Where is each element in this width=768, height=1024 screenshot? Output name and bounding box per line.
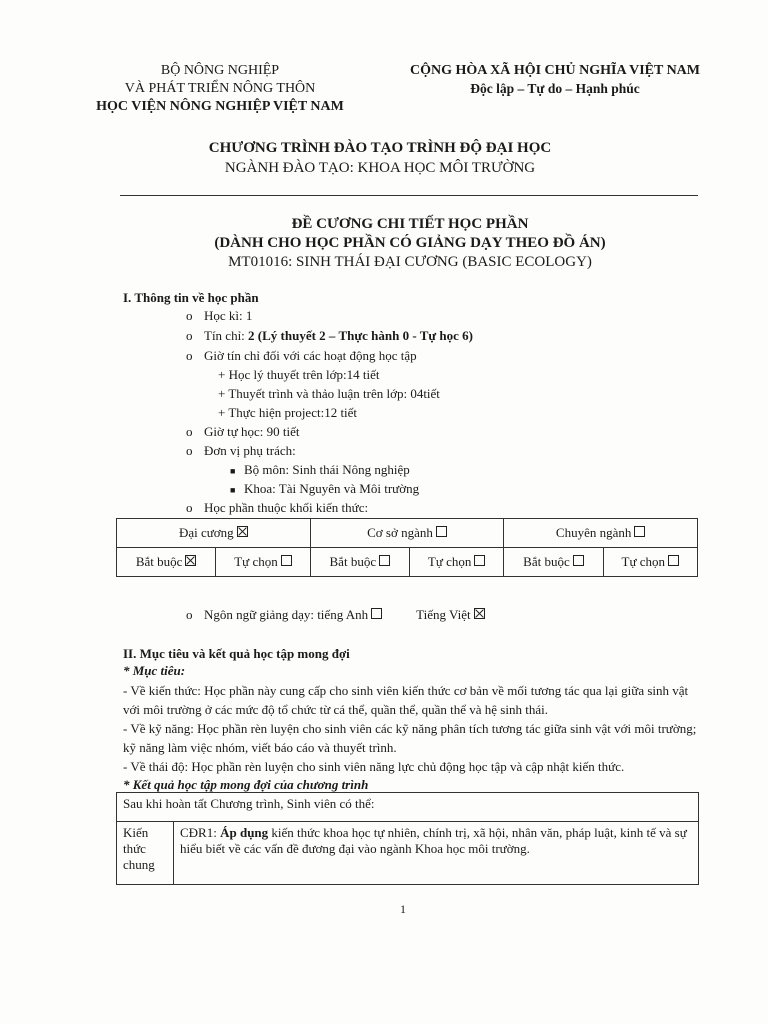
checkbox-icon: [668, 555, 679, 566]
faculty-text: Khoa: Tài Nguyên và Môi trường: [244, 481, 420, 496]
section-2-heading: II. Mục tiêu và kết quả học tập mong đợi: [123, 646, 350, 661]
department-item: [186, 443, 296, 459]
objective-knowledge: - Về kiến thức: Học phần này cung cấp cho sinh viên kiến thức cơ bản về mối tương tác qua lại giữa sinh vật với môi trường ở các mức độ tổ chức từ cá thể, quần thể, quần thể và hệ sinh thái.: [123, 683, 689, 717]
republic-name: CỘNG HÒA XÃ HỘI CHỦ NGHĨA VIỆT NAM: [409, 63, 700, 78]
credits-item: [186, 328, 473, 344]
outcomes-row: [117, 822, 699, 885]
outcomes-row-label: Kiến thức chung: [117, 822, 174, 885]
checked-box-icon: [474, 608, 485, 619]
circle-bullet-icon: o: [186, 348, 193, 363]
group-specialized-label: Chuyên ngành: [555, 525, 632, 540]
outcomes-header: Sau khi hoàn tất Chương trình, Sinh viên có thể:: [117, 793, 699, 822]
checkbox-icon: [573, 555, 584, 566]
option-label: Tự chọn: [427, 554, 472, 569]
outcomes-table: [116, 792, 699, 885]
objectives-heading: * Mục tiêu:: [123, 663, 186, 678]
motto: Độc lập – Tự do – Hạnh phúc: [470, 81, 640, 96]
outcome-cdr1: [174, 822, 699, 885]
program-major: NGÀNH ĐÀO TẠO: KHOA HỌC MÔI TRƯỜNG: [224, 160, 536, 176]
credits-value: 2 (Lý thuyết 2 – Thực hành 0 - Tự học 6): [248, 328, 474, 343]
ministry-header: [70, 62, 370, 116]
option-label: Bắt buộc: [135, 554, 183, 569]
cdr1-text: kiến thức khoa học tự nhiên, chính trị, xã hội, nhân văn, pháp luật, kinh tế và sự hiểu biết về các vấn đề đương đại vào ngành Khoa học môi trường.: [180, 825, 687, 856]
circle-bullet-icon: o: [186, 443, 193, 458]
department-faculty: [230, 481, 419, 498]
checked-box-icon: [237, 526, 248, 537]
course-code-name: MT01016: SINH THÁI ĐẠI CƯƠNG (BASIC ECOLOGY): [228, 254, 592, 270]
lecture-hours: + Học lý thuyết trên lớp:14 tiết: [218, 367, 380, 382]
checkbox-icon: [634, 526, 645, 537]
group-general-label: Đại cương: [178, 525, 234, 540]
objective-skills: - Về kỹ năng: Học phần rèn luyện cho sinh viên các kỹ năng phân tích tương tác giữa sinh vật với môi trường; kỹ năng làm việc nhóm, viết báo cáo và thuyết trình.: [123, 721, 697, 755]
option-cell: [603, 548, 697, 577]
group-foundation: [310, 519, 504, 548]
syllabus-title-line-2: (DÀNH CHO HỌC PHẦN CÓ GIẢNG DẠY THEO ĐỒ ÁN): [214, 235, 606, 251]
option-label: Bắt buộc: [523, 554, 570, 569]
circle-bullet-icon: o: [186, 424, 193, 439]
syllabus-title-line-1: ĐỀ CƯƠNG CHI TIẾT HỌC PHẦN: [291, 216, 529, 232]
academy-name: HỌC VIỆN NÔNG NGHIỆP VIỆT NAM: [96, 99, 344, 114]
program-heading: [120, 138, 640, 178]
subject-text: Bộ môn: Sinh thái Nông nghiệp: [244, 462, 410, 477]
language-vietnamese: Tiếng Việt: [416, 607, 471, 622]
section-1-heading: I. Thông tin về học phần: [123, 290, 259, 305]
circle-bullet-icon: o: [186, 607, 193, 622]
project-hours: + Thực hiện project:12 tiết: [218, 405, 358, 420]
cdr1-prefix: CĐR1:: [180, 825, 221, 840]
circle-bullet-icon: o: [186, 328, 193, 343]
department-label: Đơn vị phụ trách:: [204, 443, 296, 458]
program-title: CHƯƠNG TRÌNH ĐÀO TẠO TRÌNH ĐỘ ĐẠI HỌC: [208, 140, 552, 156]
outcomes-header-row: [117, 793, 699, 822]
checkbox-icon: [371, 608, 382, 619]
option-cell: [310, 548, 409, 577]
ministry-line-2: VÀ PHÁT TRIỂN NÔNG THÔN: [124, 81, 316, 96]
option-label: Tự chọn: [621, 554, 666, 569]
option-label: Bắt buộc: [329, 554, 377, 569]
national-header: [380, 62, 730, 98]
page-number: 1: [400, 902, 406, 916]
group-general: [117, 519, 311, 548]
knowledge-block-label: Học phần thuộc khối kiến thức:: [204, 500, 369, 515]
cdr1-bold: Áp dụng: [220, 825, 269, 840]
language-item: [186, 607, 485, 623]
circle-bullet-icon: o: [186, 308, 193, 323]
credits-label: Tín chỉ:: [204, 328, 249, 343]
self-study-item: [186, 424, 300, 440]
checkbox-icon: [281, 555, 292, 566]
option-cell: [504, 548, 603, 577]
option-label: Tự chọn: [234, 554, 278, 569]
horizontal-rule: [120, 195, 698, 196]
option-cell: [409, 548, 503, 577]
semester-text: Học kì: 1: [204, 308, 253, 323]
knowledge-block-table: [116, 518, 698, 577]
checked-box-icon: [185, 555, 196, 566]
credit-hours-item: [186, 348, 417, 364]
option-cell: [117, 548, 216, 577]
objective-attitude: - Về thái độ: Học phần rèn luyện cho sinh viên năng lực chủ động học tập và cập nhật kiến thức.: [123, 759, 625, 774]
square-bullet-icon: ■: [230, 466, 236, 476]
semester-item: [186, 308, 252, 324]
square-bullet-icon: ■: [230, 485, 236, 495]
group-specialized: [504, 519, 698, 548]
outcomes-heading: * Kết quả học tập mong đợi của chương trình: [123, 777, 369, 792]
discussion-hours: + Thuyết trình và thảo luận trên lớp: 04tiết: [218, 386, 440, 401]
ministry-line-1: BỘ NÔNG NGHIỆP: [160, 63, 280, 78]
checkbox-icon: [474, 555, 485, 566]
checkbox-icon: [436, 526, 447, 537]
credit-hours-text: Giờ tín chỉ đối với các hoạt động học tập: [204, 348, 417, 363]
knowledge-block-item: [186, 500, 368, 516]
group-foundation-label: Cơ sở ngành: [367, 525, 433, 540]
option-cell: [216, 548, 310, 577]
department-subject: [230, 462, 410, 479]
syllabus-title: [120, 215, 700, 272]
knowledge-group-row: [117, 519, 698, 548]
language-label: Ngôn ngữ giảng dạy: tiếng Anh: [204, 607, 369, 622]
knowledge-option-row: [117, 548, 698, 577]
self-study-text: Giờ tự học: 90 tiết: [204, 424, 300, 439]
circle-bullet-icon: o: [186, 500, 193, 515]
checkbox-icon: [379, 555, 390, 566]
